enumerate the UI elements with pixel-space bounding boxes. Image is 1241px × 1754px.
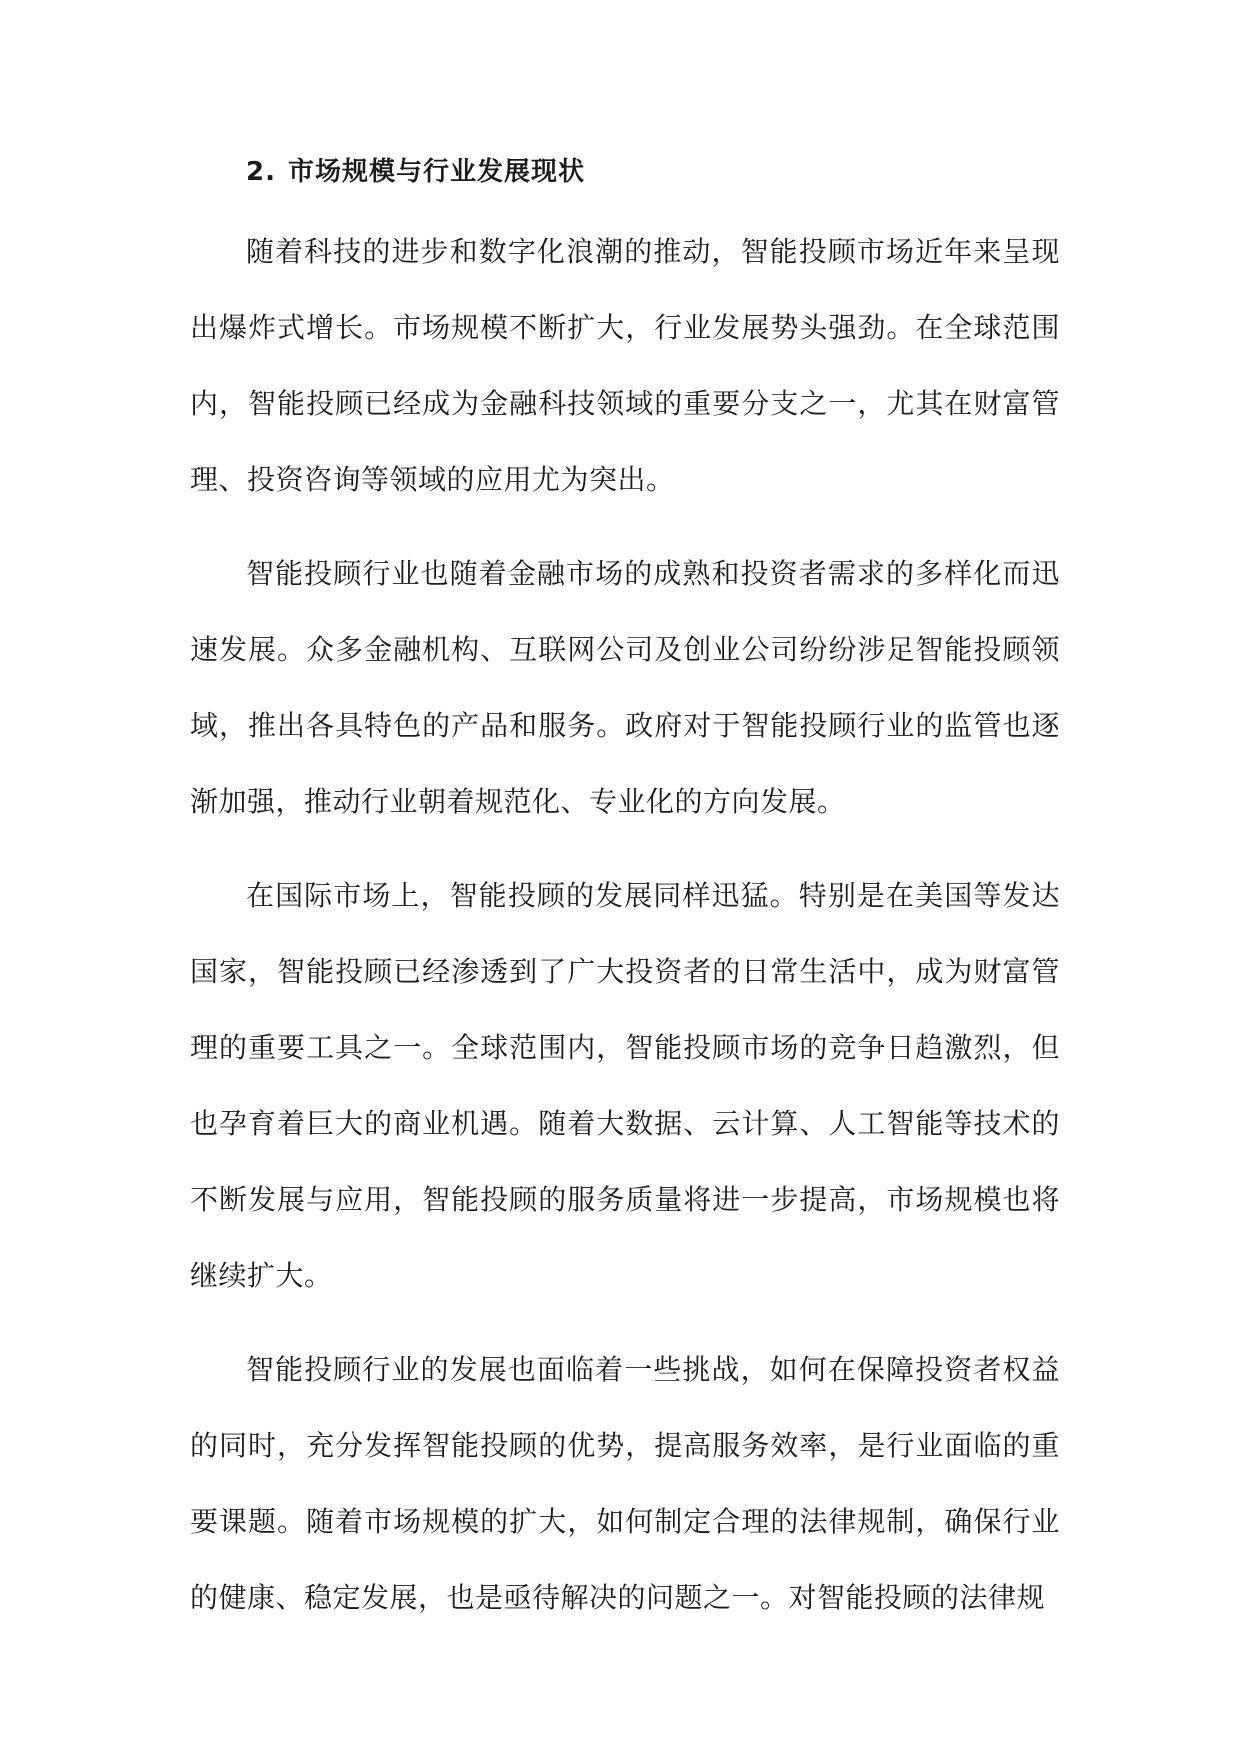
section-number: 2. xyxy=(246,157,276,187)
section-heading xyxy=(190,150,1060,194)
paragraph-2: 智能投顾行业也随着金融市场的成熟和投资者需求的多样化而迅速发展。众多金融机构、互联网公司及创业公司纷纷涉足智能投顾领域，推出各具特色的产品和服务。政府对于智能投顾行业的监管也逐渐加强，推动行业朝着规范化、专业化的方向发展。 xyxy=(190,557,1060,818)
paragraph-3: 在国际市场上，智能投顾的发展同样迅猛。特别是在美国等发达国家，智能投顾已经渗透到了广大投资者的日常生活中，成为财富管理的重要工具之一。全球范围内，智能投顾市场的竞争日趋激烈，但也孕育着巨大的商业机遇。随着大数据、云计算、人工智能等技术的不断发展与应用，智能投顾的服务质量将进一步提高，市场规模也将继续扩大。 xyxy=(190,879,1060,1292)
paragraph-1: 随着科技的进步和数字化浪潮的推动，智能投顾市场近年来呈现出爆炸式增长。市场规模不断扩大，行业发展势头强劲。在全球范围内，智能投顾已经成为金融科技领域的重要分支之一，尤其在财富管理、投资咨询等领域的应用尤为突出。 xyxy=(190,235,1060,496)
paragraph-4: 智能投顾行业的发展也面临着一些挑战，如何在保障投资者权益的同时，充分发挥智能投顾的优势，提高服务效率，是行业面临的重要课题。随着市场规模的扩大，如何制定合理的法律规制，确保行业的健康、稳定发展，也是亟待解决的问题之一。对智能投顾的法律规 xyxy=(190,1353,1060,1614)
page-content xyxy=(190,150,1060,1654)
section-title: 市场规模与行业发展现状 xyxy=(287,157,585,187)
